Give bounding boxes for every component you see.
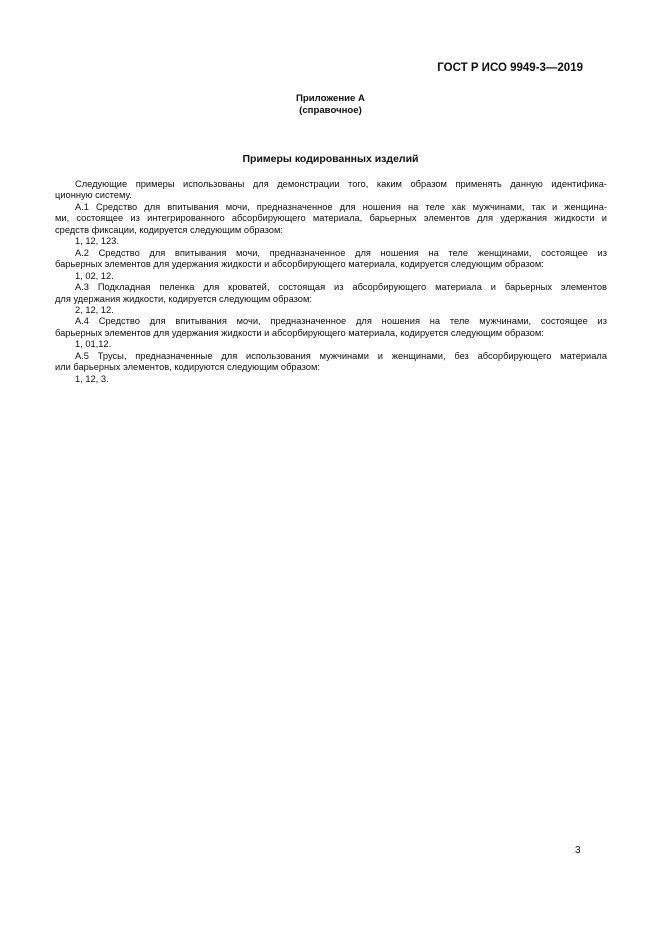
text-line: барьерных элементов для удержания жидкости и абсорбирующего материала, кодируется следующим образом: — [55, 327, 544, 338]
text-line: 1, 02, 12. — [75, 270, 114, 281]
text-line: или барьерных элементов, кодируются следующим образом: — [55, 362, 320, 373]
text-line: 1, 12, 123. — [75, 236, 119, 247]
paragraph — [55, 282, 607, 305]
text-line: ционную систему. — [55, 190, 132, 201]
text-line: барьерных элементов для удержания жидкости и абсорбирующего материала, кодируется следующим образом: — [55, 259, 544, 270]
paragraph — [55, 316, 607, 339]
page-number: 3 — [575, 845, 581, 856]
text-line: 2, 12, 12. — [75, 304, 114, 315]
paragraph — [55, 271, 607, 282]
text-line: 1, 12, 3. — [75, 373, 109, 384]
annex-heading — [0, 93, 661, 117]
paragraph — [55, 202, 607, 236]
section-title: Примеры кодированных изделий — [242, 153, 419, 165]
text-line: 1, 01,12. — [75, 339, 112, 350]
document-code: ГОСТ Р ИСО 9949-3—2019 — [437, 62, 583, 74]
paragraph — [55, 305, 607, 316]
text-line: для удержания жидкости, кодируется следующим образом: — [55, 293, 312, 304]
text-line: А.3 Подкладная пеленка для кроватей, состоящая из абсорбирующего материала и барьерных элементов — [75, 282, 607, 293]
text-line: ми, состоящее из интегрированного абсорбирующего материала, барьерных элементов для удержания жидкости и — [55, 213, 607, 224]
text-line: А.1 Средство для впитывания мочи, предназначенное для ношения на теле как мужчинами, так и женщина- — [75, 201, 607, 212]
paragraph — [55, 179, 607, 202]
paragraph — [55, 351, 607, 374]
paragraph — [55, 236, 607, 247]
annex-subtitle: (справочное) — [299, 105, 362, 116]
text-line: средств фиксации, кодируется следующим образом: — [55, 224, 283, 235]
paragraph — [55, 339, 607, 350]
annex-title: Приложение А — [296, 93, 365, 104]
paragraph — [55, 248, 607, 271]
text-line: А.4 Средство для впитывания мочи, предназначенное для ношения на теле мужчинами, состоящее из — [75, 316, 607, 327]
text-line: А.2 Средство для впитывания мочи, предназначенное для ношения на теле женщинами, состоящее из — [75, 247, 607, 258]
paragraph — [55, 374, 607, 385]
text-line: Следующие примеры использованы для демонстрации того, каким образом применять данную идентифика- — [75, 179, 607, 189]
text-line: А.5 Трусы, предназначенные для использования мужчинами и женщинами, без абсорбирующего материала — [75, 350, 607, 361]
document-body — [55, 179, 607, 385]
